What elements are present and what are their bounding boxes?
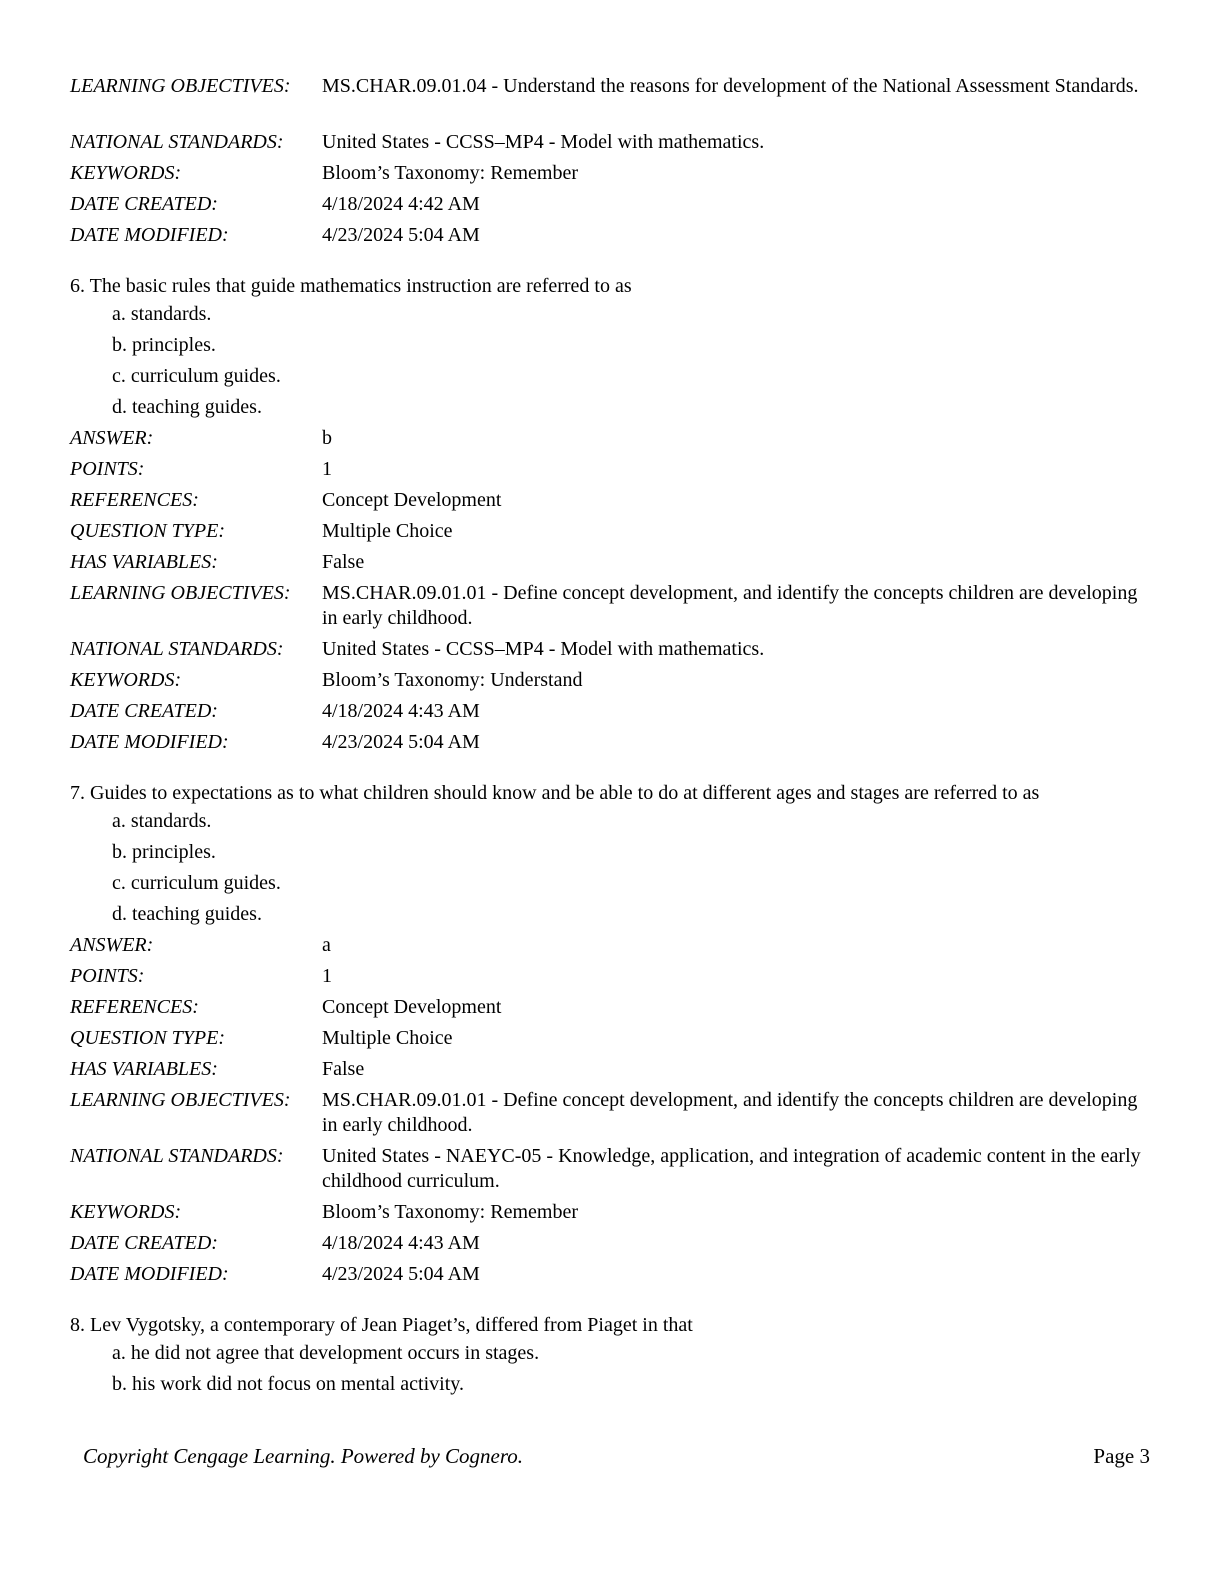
date-created-row [70, 192, 1150, 223]
learning-objectives-label: LEARNING OBJECTIVES: [70, 1089, 291, 1111]
keywords-row [70, 161, 1150, 192]
question-type-value: Multiple Choice [322, 1027, 453, 1049]
answer-label: ANSWER: [70, 934, 154, 956]
date-created-row [70, 699, 1150, 730]
choice-b: b. principles. [112, 334, 216, 356]
keywords-value: Bloom’s Taxonomy: Understand [322, 669, 583, 691]
prior-question-metadata [70, 74, 1150, 254]
points-value: 1 [322, 965, 332, 987]
question-7 [70, 781, 1150, 1293]
choice-a: a. he did not agree that development occurs in stages. [112, 1342, 540, 1364]
question-type-label: QUESTION TYPE: [70, 1027, 226, 1049]
national-standards-row [70, 637, 1150, 668]
choice-a: a. standards. [112, 810, 212, 832]
answer-label: ANSWER: [70, 427, 154, 449]
document-page [70, 74, 1150, 1403]
date-created-value: 4/18/2024 4:42 AM [322, 193, 480, 215]
learning-objectives-label: LEARNING OBJECTIVES: [70, 75, 291, 97]
choice-d: d. teaching guides. [112, 903, 262, 925]
answer-value: b [322, 427, 332, 449]
question-type-row [70, 1026, 1150, 1057]
date-modified-row [70, 730, 1150, 761]
has-variables-row [70, 1057, 1150, 1088]
question-type-label: QUESTION TYPE: [70, 520, 226, 542]
date-modified-value: 4/23/2024 5:04 AM [322, 731, 480, 753]
date-modified-value: 4/23/2024 5:04 AM [322, 1263, 480, 1285]
question-type-row [70, 519, 1150, 550]
choice-c: c. curriculum guides. [112, 365, 281, 387]
choice-b: b. his work did not focus on mental activity. [112, 1373, 464, 1395]
date-modified-label: DATE MODIFIED: [70, 224, 229, 246]
national-standards-row [70, 1144, 1150, 1200]
keywords-row [70, 668, 1150, 699]
date-created-label: DATE CREATED: [70, 193, 218, 215]
keywords-label: KEYWORDS: [70, 162, 182, 184]
question-type-value: Multiple Choice [322, 520, 453, 542]
national-standards-label: NATIONAL STANDARDS: [70, 131, 284, 153]
learning-objectives-row [70, 581, 1150, 637]
choice-c: c. curriculum guides. [112, 872, 281, 894]
references-value: Concept Development [322, 489, 502, 511]
date-modified-label: DATE MODIFIED: [70, 731, 229, 753]
question-stem: 8. Lev Vygotsky, a contemporary of Jean Piaget’s, differed from Piaget in that [70, 1314, 693, 1336]
national-standards-value: United States - NAEYC-05 - Knowledge, application, and integration of academic content in the early childhood curriculum. [322, 1145, 1141, 1192]
answer-value: a [322, 934, 331, 956]
national-standards-value: United States - CCSS–MP4 - Model with mathematics. [322, 638, 765, 660]
references-row [70, 488, 1150, 519]
references-value: Concept Development [322, 996, 502, 1018]
keywords-row [70, 1200, 1150, 1231]
learning-objectives-value: MS.CHAR.09.01.01 - Define concept development, and identify the concepts children are developing in early childhood. [322, 1089, 1138, 1136]
date-created-label: DATE CREATED: [70, 1232, 218, 1254]
keywords-value: Bloom’s Taxonomy: Remember [322, 162, 578, 184]
date-created-value: 4/18/2024 4:43 AM [322, 700, 480, 722]
question-stem: 6. The basic rules that guide mathematics instruction are referred to as [70, 275, 632, 297]
points-row [70, 457, 1150, 488]
answer-row [70, 426, 1150, 457]
keywords-label: KEYWORDS: [70, 1201, 182, 1223]
has-variables-value: False [322, 1058, 365, 1080]
date-modified-label: DATE MODIFIED: [70, 1263, 229, 1285]
learning-objectives-label: LEARNING OBJECTIVES: [70, 582, 291, 604]
references-row [70, 995, 1150, 1026]
has-variables-label: HAS VARIABLES: [70, 551, 218, 573]
learning-objectives-value: MS.CHAR.09.01.01 - Define concept development, and identify the concepts children are developing in early childhood. [322, 582, 1138, 629]
date-modified-row [70, 223, 1150, 254]
points-label: POINTS: [70, 965, 145, 987]
question-6 [70, 274, 1150, 761]
choice-b: b. principles. [112, 841, 216, 863]
question-8 [70, 1313, 1150, 1403]
choice-d: d. teaching guides. [112, 396, 262, 418]
page-number: Page 3 [1093, 1444, 1150, 1468]
keywords-value: Bloom’s Taxonomy: Remember [322, 1201, 578, 1223]
points-label: POINTS: [70, 458, 145, 480]
points-row [70, 964, 1150, 995]
learning-objectives-value: MS.CHAR.09.01.04 - Understand the reasons for development of the National Assessment Standards. [322, 75, 1139, 97]
date-created-row [70, 1231, 1150, 1262]
date-modified-value: 4/23/2024 5:04 AM [322, 224, 480, 246]
copyright-notice: Copyright Cengage Learning. Powered by Cognero. [83, 1444, 523, 1468]
points-value: 1 [322, 458, 332, 480]
date-created-label: DATE CREATED: [70, 700, 218, 722]
national-standards-value: United States - CCSS–MP4 - Model with mathematics. [322, 131, 765, 153]
has-variables-label: HAS VARIABLES: [70, 1058, 218, 1080]
national-standards-row [70, 130, 1150, 161]
page-footer [83, 1444, 1150, 1469]
references-label: REFERENCES: [70, 489, 199, 511]
learning-objectives-row [70, 1088, 1150, 1144]
date-modified-row [70, 1262, 1150, 1293]
date-created-value: 4/18/2024 4:43 AM [322, 1232, 480, 1254]
keywords-label: KEYWORDS: [70, 669, 182, 691]
has-variables-row [70, 550, 1150, 581]
national-standards-label: NATIONAL STANDARDS: [70, 638, 284, 660]
choice-a: a. standards. [112, 303, 212, 325]
learning-objectives-row [70, 74, 1150, 130]
national-standards-label: NATIONAL STANDARDS: [70, 1145, 284, 1167]
has-variables-value: False [322, 551, 365, 573]
references-label: REFERENCES: [70, 996, 199, 1018]
answer-row [70, 933, 1150, 964]
question-stem: 7. Guides to expectations as to what children should know and be able to do at different ages and stages are referred to as [70, 782, 1040, 804]
